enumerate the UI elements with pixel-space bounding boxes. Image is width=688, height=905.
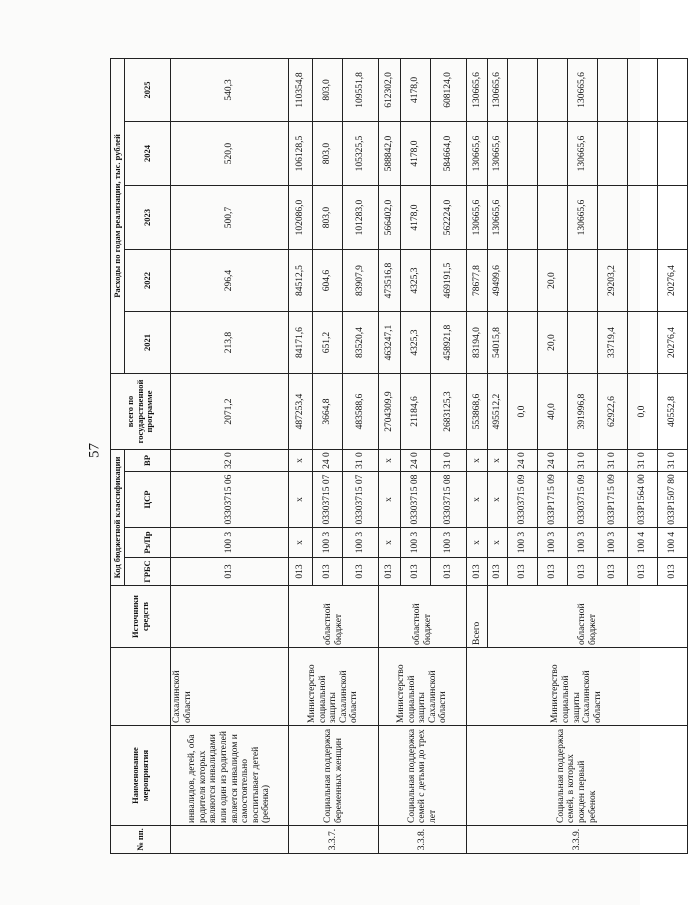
cell-year: 803,0 [313,186,343,250]
cell-grbs: 013 [467,558,488,586]
header-total: всего по государственной программе [111,374,171,450]
cell-year [658,186,688,250]
header-year: 2023 [125,186,171,250]
row-number: 3.3.8. [379,826,467,854]
funding-source: областной бюджет [488,586,688,648]
measure-name: Социальная поддержка семей, в которых рожден первый ребенок [467,726,688,826]
cell-total: 391996,8 [568,374,598,450]
cell-year [658,122,688,186]
cell-total: 487253,4 [289,374,313,450]
cell-vr: x [379,450,401,472]
cell-rzpr: 100 4 [658,528,688,558]
cell-year: 84171,6 [289,312,313,374]
executor: Министерство социальной защиты Сахалинской области [379,648,467,726]
cell-rzpr: 100 3 [538,528,568,558]
cell-total: 2683125,3 [431,374,467,450]
header-years: Расходы по годам реализации, тыс. рублей [111,58,125,373]
cell-grbs: 013 [628,558,658,586]
header-no: № пп. [111,826,171,854]
header-year: 2022 [125,250,171,312]
cell-total: 21184,6 [401,374,431,450]
cell-year: 4325,3 [401,312,431,374]
cell-year [658,58,688,121]
cell-total: 62922,6 [598,374,628,450]
cell-year [538,122,568,186]
cell-year: 584664,0 [431,122,467,186]
cell-total: 495512,2 [488,374,508,450]
cell-year [628,58,658,121]
cell-year: 296,4 [171,250,289,312]
cell-rzpr: 100 3 [568,528,598,558]
cell-year [508,122,538,186]
measure-name: Социальная поддержка беременных женщин [289,726,379,826]
cell-year: 458921,8 [431,312,467,374]
cell-csr: 03303715 07 [343,472,379,528]
cell-total: 40,0 [538,374,568,450]
cell-year: 20276,4 [658,250,688,312]
cell-year: 604,6 [313,250,343,312]
cell-year [598,186,628,250]
cell-vr: 31 0 [598,450,628,472]
cell-year: 29203,2 [598,250,628,312]
cell-rzpr: 100 3 [401,528,431,558]
cell-total: 3664,8 [313,374,343,450]
header-source: Источники средств [111,586,171,648]
cell-csr: 03303715 08 [401,472,431,528]
cell-year: 83520,4 [343,312,379,374]
cell-year: 49499,6 [488,250,508,312]
cell-year: 4178,0 [401,122,431,186]
cell-year: 803,0 [313,122,343,186]
cell-grbs: 013 [568,558,598,586]
cell-vr: 31 0 [658,450,688,472]
cell-year: 130665,6 [467,186,488,250]
cell-rzpr: 100 3 [431,528,467,558]
cell-year [628,250,658,312]
cell-year: 106128,5 [289,122,313,186]
page-number: 57 [86,443,103,458]
cell-year: 562224,0 [431,186,467,250]
measure-name: инвалидов, детей, оба родителя которых являются инвалидами или один из родителей является инвалидом и самостоятельно воспитывает детей (ребенка) [171,726,289,826]
cell-rzpr: x [289,528,313,558]
budget-table-rotated [110,59,678,854]
cell-csr: 03303715 07 [313,472,343,528]
cell-year: 33719,4 [598,312,628,374]
cell-grbs: 013 [313,558,343,586]
measure-name: Социальная поддержка семей с детьми до трех лет [379,726,467,826]
cell-year: 130665,6 [568,58,598,121]
cell-grbs: 013 [171,558,289,586]
header-name: Наименование мероприятия [111,726,171,826]
cell-year [538,186,568,250]
executor: Министерство социальной защиты Сахалинской области [289,648,379,726]
row-number: 3.3.7. [289,826,379,854]
cell-grbs: 013 [379,558,401,586]
header-vr: ВР [125,450,171,472]
cell-vr: 31 0 [431,450,467,472]
cell-year [628,186,658,250]
cell-year [508,250,538,312]
cell-csr: 033P1564 00 [628,472,658,528]
cell-total: 40552,8 [658,374,688,450]
cell-grbs: 013 [538,558,568,586]
cell-vr: 24 0 [313,450,343,472]
cell-csr: 033P1507 80 [658,472,688,528]
cell-csr: x [467,472,488,528]
cell-csr: x [488,472,508,528]
header-budget-code: Код бюджетной классификации [111,450,125,586]
cell-year: 130665,6 [467,122,488,186]
cell-year: 4178,0 [401,186,431,250]
cell-year: 20,0 [538,312,568,374]
cell-year: 105325,5 [343,122,379,186]
table-row [171,58,289,853]
cell-year: 130665,6 [488,122,508,186]
cell-grbs: 013 [508,558,538,586]
funding-source: областной бюджет [379,586,467,648]
table-row [379,58,401,853]
cell-rzpr: 100 3 [598,528,628,558]
executor: Сахалинской области [171,648,289,726]
cell-csr: x [289,472,313,528]
header-rzpr: Рз/Пр [125,528,171,558]
cell-csr: 033P1715 09 [598,472,628,528]
funding-source-total: Всего [467,586,488,648]
cell-year: 540,3 [171,58,289,121]
cell-total: 0,0 [628,374,658,450]
cell-year [508,312,538,374]
cell-grbs: 013 [431,558,467,586]
cell-year: 83194,0 [467,312,488,374]
header-year: 2021 [125,312,171,374]
cell-year [628,122,658,186]
cell-year: 473516,8 [379,250,401,312]
cell-rzpr: x [467,528,488,558]
cell-year: 20276,4 [658,312,688,374]
cell-rzpr: 100 4 [628,528,658,558]
executor: Министерство социальной защиты Сахалинской области [467,648,688,726]
cell-year: 566402,0 [379,186,401,250]
cell-rzpr: 100 3 [171,528,289,558]
cell-vr: 24 0 [401,450,431,472]
cell-year: 102086,0 [289,186,313,250]
cell-vr: x [289,450,313,472]
cell-year: 130665,6 [568,122,598,186]
cell-total: 0,0 [508,374,538,450]
header-exec [111,648,171,726]
cell-year: 20,0 [538,250,568,312]
cell-year: 4325,3 [401,250,431,312]
cell-year: 608124,0 [431,58,467,121]
cell-year: 130665,6 [568,186,598,250]
cell-year: 130665,6 [488,186,508,250]
cell-year [568,250,598,312]
cell-year: 109551,8 [343,58,379,121]
table-row [467,58,488,853]
budget-table [110,58,688,854]
cell-rzpr: 100 3 [343,528,379,558]
row-number: 3.3.9. [467,826,688,854]
cell-vr: 31 0 [628,450,658,472]
cell-vr: x [467,450,488,472]
cell-grbs: 013 [658,558,688,586]
cell-grbs: 013 [289,558,313,586]
cell-rzpr: 100 3 [313,528,343,558]
cell-year: 500,7 [171,186,289,250]
cell-year [508,58,538,121]
cell-year: 54015,8 [488,312,508,374]
cell-year: 4178,0 [401,58,431,121]
cell-year [508,186,538,250]
cell-year: 78677,8 [467,250,488,312]
cell-total: 553868,6 [467,374,488,450]
cell-year: 130665,6 [467,58,488,121]
cell-vr: x [488,450,508,472]
cell-year [598,58,628,121]
funding-source: областной бюджет [289,586,379,648]
cell-year [538,58,568,121]
cell-year: 463247,1 [379,312,401,374]
cell-csr: 033P1715 09 [538,472,568,528]
cell-csr: 03303715 09 [568,472,598,528]
cell-csr: 03303715 08 [431,472,467,528]
cell-grbs: 013 [401,558,431,586]
cell-grbs: 013 [488,558,508,586]
cell-year: 612302,0 [379,58,401,121]
cell-rzpr: x [488,528,508,558]
cell-year [598,122,628,186]
table-row [289,58,313,853]
cell-year: 110354,8 [289,58,313,121]
cell-year: 651,2 [313,312,343,374]
cell-year [628,312,658,374]
cell-csr: 03303715 09 [508,472,538,528]
cell-year: 213,8 [171,312,289,374]
cell-total: 2071,2 [171,374,289,450]
cell-grbs: 013 [598,558,628,586]
cell-csr: 03303715 06 [171,472,289,528]
header-year: 2024 [125,122,171,186]
cell-grbs: 013 [343,558,379,586]
cell-rzpr: 100 3 [508,528,538,558]
cell-year: 469191,5 [431,250,467,312]
cell-vr: 32 0 [171,450,289,472]
cell-vr: 24 0 [538,450,568,472]
cell-rzpr: x [379,528,401,558]
header-grbs: ГРБС [125,558,171,586]
header-csr: ЦСР [125,472,171,528]
header-year: 2025 [125,58,171,121]
cell-year: 101283,0 [343,186,379,250]
cell-year: 588842,0 [379,122,401,186]
cell-vr: 31 0 [343,450,379,472]
cell-vr: 31 0 [568,450,598,472]
cell-year: 130665,6 [488,58,508,121]
cell-year: 803,0 [313,58,343,121]
cell-year: 83907,9 [343,250,379,312]
cell-csr: x [379,472,401,528]
cell-vr: 24 0 [508,450,538,472]
cell-year: 520,0 [171,122,289,186]
cell-year: 84512,5 [289,250,313,312]
cell-year [568,312,598,374]
cell-total: 2704309,9 [379,374,401,450]
cell-total: 483588,6 [343,374,379,450]
